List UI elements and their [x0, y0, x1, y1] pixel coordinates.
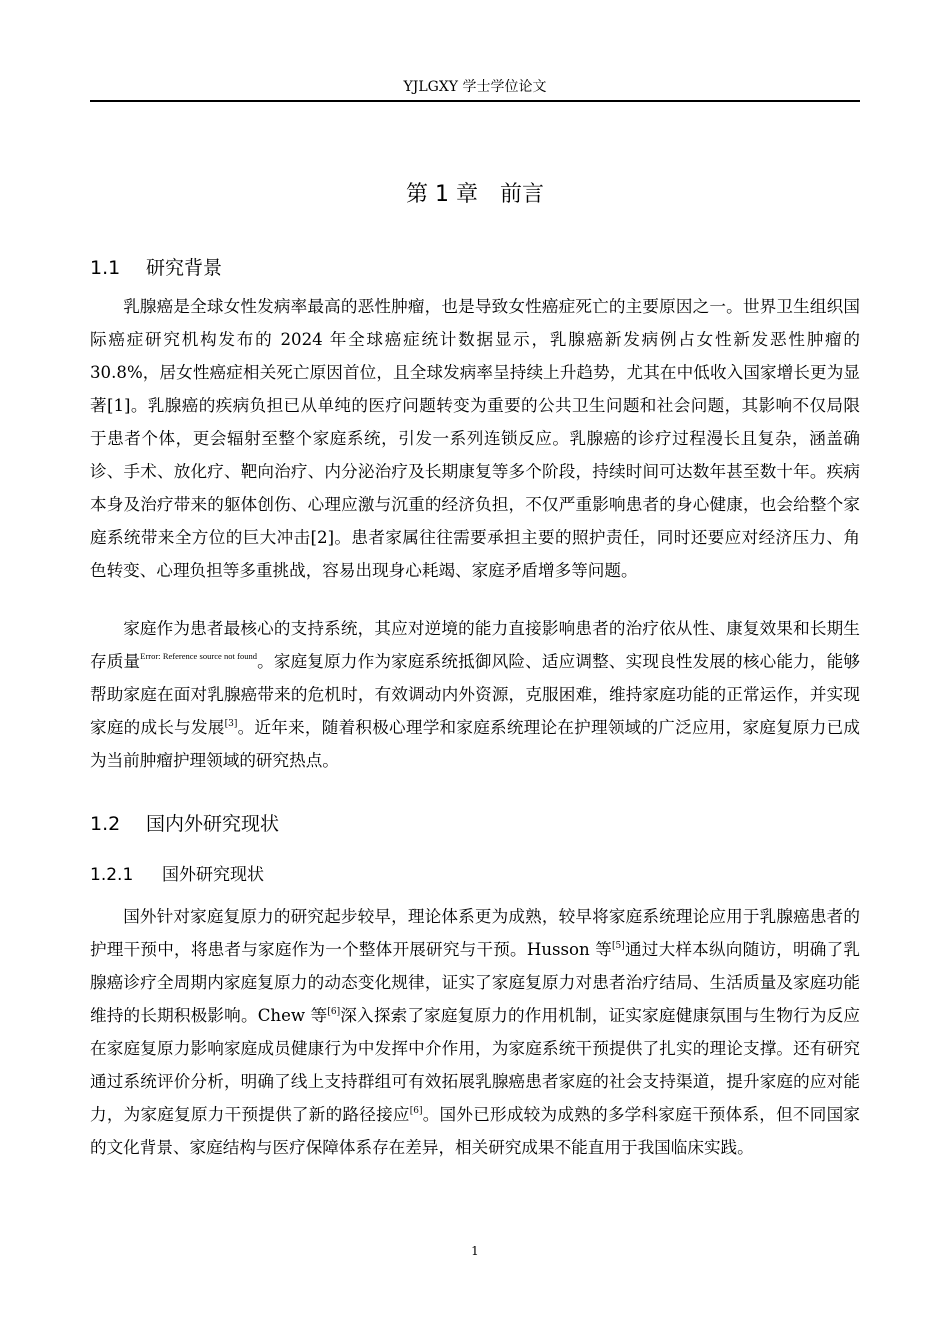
paragraph-text: 国外针对家庭复原力的研究起步较早，理论体系更为成熟，较早将家庭系统理论应用于乳腺癌患者的护理干预中，将患者与家庭作为一个整体开展研究与干预。Husson 等: [90, 907, 860, 959]
section-number: 1.2: [90, 813, 121, 835]
paragraph-2: [90, 612, 860, 777]
subsection-title: 国外研究现状: [162, 865, 264, 885]
running-header: YJLGXY 学士学位论文: [403, 79, 547, 95]
paragraph-text: 通过大样本纵向随访，明确了乳腺癌诊疗全周期内家庭复原力的动态变化规律，证实了家庭复原力对患者治疗结局、生活质量及家庭功能维持的长期积极影响。Chew 等: [90, 940, 860, 1025]
subsection-heading-foreign-research: [90, 863, 264, 887]
citation-superscript: [5]: [612, 941, 625, 951]
paragraph-1: [90, 290, 860, 587]
section-title: 国内外研究现状: [146, 813, 280, 835]
paragraph-text: 。家庭复原力作为家庭系统抵御风险、适应调整、实现良性发展的核心能力，能够帮助家庭在面对乳腺癌带来的危机时，有效调动内外资源，克服困难，维持家庭功能的正常运作，并实现家庭的成长与发展: [90, 652, 860, 737]
chapter-title: 第 1 章 前言: [406, 182, 544, 207]
header-rule: [90, 100, 860, 102]
section-title: 研究背景: [146, 257, 223, 279]
paragraph-text: 家庭作为患者最核心的支持系统，其应对逆境的能力直接影响患者的治疗依从性、康复效果和长期生存质量: [90, 619, 860, 671]
section-heading-background: [90, 255, 222, 281]
paragraph-text: 。国外已形成较为成熟的多学科家庭干预体系，但不同国家的文化背景、家庭结构与医疗保障体系存在差异，相关研究成果不能直用于我国临床实践。: [90, 1105, 861, 1157]
reference-error-note: Error: Reference source not found: [140, 651, 257, 661]
paragraph-text: 深入探索了家庭复原力的作用机制，证实家庭健康氛围与生物行为反应在家庭复原力影响家庭成员健康行为中发挥中介作用，为家庭系统干预提供了扎实的理论支撑。还有研究通过系统评价分析，明确了线上支持群组可有效拓展乳腺癌患者家庭的社会支持渠道，提升家庭的应对能力，为家庭复原力干预提供了新的路径接应: [90, 1006, 860, 1124]
citation-superscript: [3]: [224, 719, 238, 729]
citation-superscript: [6]: [409, 1106, 423, 1116]
section-number: 1.1: [90, 257, 121, 279]
page-number: 1: [471, 1244, 479, 1258]
paragraph-text: 。近年来，随着积极心理学和家庭系统理论在护理领域的广泛应用，家庭复原力已成为当前肿瘤护理领域的研究热点。: [90, 718, 861, 770]
paragraph-3: [90, 900, 860, 1164]
section-heading-research-status: [90, 811, 279, 837]
citation-superscript: [6]: [327, 1007, 341, 1017]
paragraph-text: 乳腺癌是全球女性发病率最高的恶性肿瘤，也是导致女性癌症死亡的主要原因之一。世界卫生组织国际癌症研究机构发布的 2024 年全球癌症统计数据显示，乳腺癌新发病例占女性新发恶性肿瘤的 30.8%，居女性癌症相关死亡原因首位，且全球发病率呈持续上升趋势，尤其在中低收入国家增长更为显著[1]。乳腺癌的疾病负担已从单纯的医疗问题转变为重要的公共卫生问题和社会问题，其影响不仅局限于患者个体，更会辐射至整个家庭系统，引发一系列连锁反应。乳腺癌的诊疗过程漫长且复杂，涵盖确诊、手术、放化疗、靶向治疗、内分泌治疗及长期康复等多个阶段，持续时间可达数年甚至数十年。疾病本身及治疗带来的躯体创伤、心理应激与沉重的经济负担，不仅严重影响患者的身心健康，也会给整个家庭系统带来全方位的巨大冲击[2]。患者家属往往需要承担主要的照护责任，同时还要应对经济压力、角色转变、心理负担等多重挑战，容易出现身心耗竭、家庭矛盾增多等问题。: [90, 297, 860, 580]
subsection-number: 1.2.1: [90, 865, 134, 885]
